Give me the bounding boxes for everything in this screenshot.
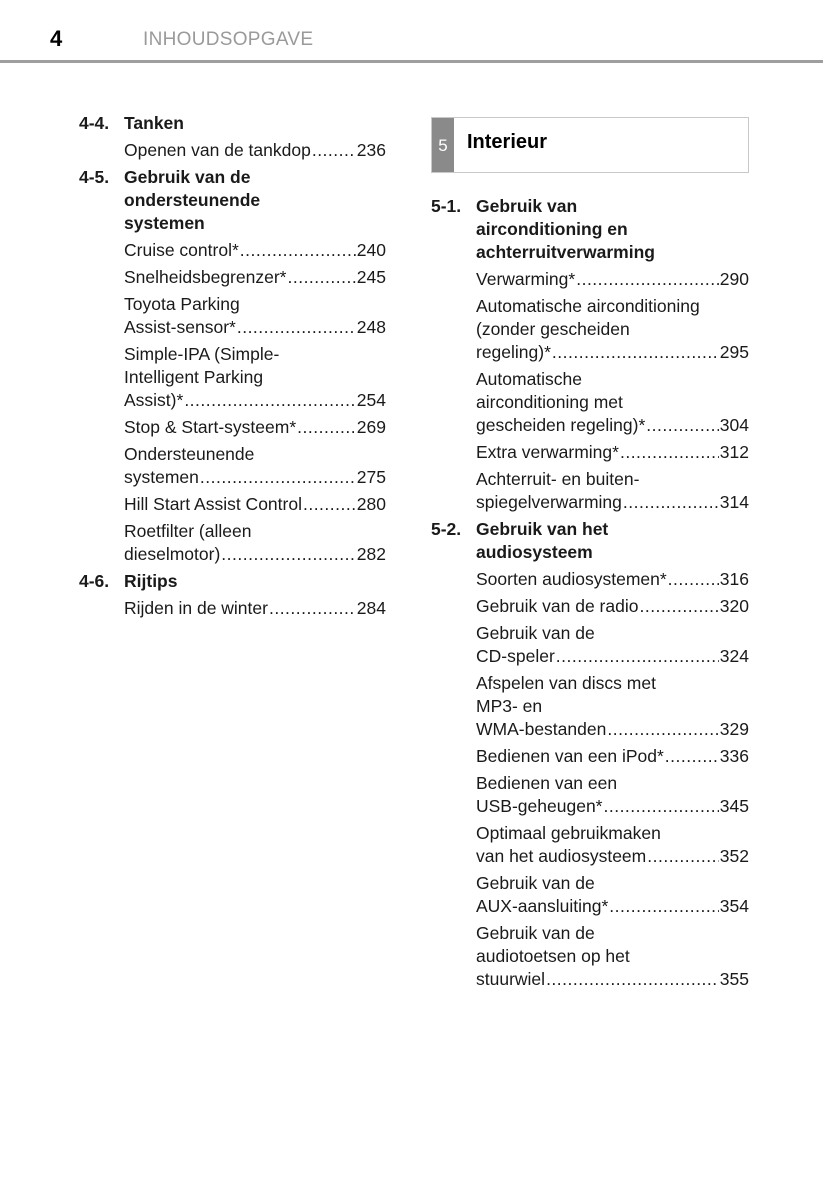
- entry-last-line: [124, 389, 386, 412]
- entry-text: Rijden in de winter: [124, 598, 268, 618]
- entry-text: Extra verwarming*: [476, 442, 619, 462]
- dot-leader: [609, 895, 719, 918]
- entry-text-line: Intelligent Parking: [124, 367, 264, 387]
- entry-last-line: [476, 268, 749, 291]
- entry-text-line: Bedienen van een: [476, 773, 618, 793]
- toc-section: [79, 570, 386, 620]
- toc-entry[interactable]: [124, 239, 386, 262]
- dot-leader: [200, 466, 356, 489]
- entry-text: WMA-bestanden: [476, 719, 607, 739]
- dot-leader: [668, 568, 719, 591]
- page-reference: 336: [719, 746, 749, 766]
- page-reference: 352: [719, 846, 749, 866]
- entry-text-line: Gebruik van de: [476, 623, 595, 643]
- toc-entry[interactable]: [476, 441, 749, 464]
- entry-last-line: [476, 645, 749, 668]
- entry-last-line: [124, 493, 386, 516]
- page-reference: 269: [356, 417, 386, 437]
- entry-last-line: [476, 341, 749, 364]
- header-rule: [0, 60, 823, 63]
- toc-entry[interactable]: [124, 520, 386, 566]
- entry-text-line: Achterruit- en buiten-: [476, 469, 640, 489]
- toc-section: [431, 195, 749, 514]
- entry-text: gescheiden regeling)*: [476, 415, 646, 435]
- section-title-line: achterruitverwarming: [476, 242, 655, 262]
- toc-entry[interactable]: [124, 416, 386, 439]
- dot-leader: [297, 416, 356, 439]
- toc-entry[interactable]: [476, 922, 749, 991]
- page-reference: 355: [719, 969, 749, 989]
- toc-entry[interactable]: [476, 295, 749, 364]
- page-reference: 316: [719, 569, 749, 589]
- entry-text: Verwarming*: [476, 269, 576, 289]
- entry-last-line: [476, 895, 749, 918]
- page-reference: 236: [356, 140, 386, 160]
- entry-text-line: Afspelen van discs met: [476, 673, 656, 693]
- toc-entry[interactable]: [476, 568, 749, 591]
- section-title: [476, 195, 749, 264]
- toc-entry[interactable]: [476, 268, 749, 291]
- entry-text: AUX-aansluiting*: [476, 896, 609, 916]
- page-reference: 284: [356, 598, 386, 618]
- dot-leader: [647, 845, 719, 868]
- entry-text: Cruise control*: [124, 240, 239, 260]
- section-title-line: Gebruik van het: [476, 519, 609, 539]
- dot-leader: [639, 595, 718, 618]
- entry-text: USB-geheugen*: [476, 796, 603, 816]
- toc-entry[interactable]: [476, 822, 749, 868]
- entry-text: systemen: [124, 467, 199, 487]
- entry-text: spiegelverwarming: [476, 492, 622, 512]
- entry-text-line: (zonder gescheiden: [476, 319, 630, 339]
- dot-leader: [221, 543, 356, 566]
- page-reference: 312: [719, 442, 749, 462]
- entry-text-line: Optimaal gebruikmaken: [476, 823, 661, 843]
- toc-entry[interactable]: [476, 622, 749, 668]
- entry-text: CD-speler: [476, 646, 555, 666]
- entry-text: Soorten audiosystemen*: [476, 569, 667, 589]
- dot-leader: [303, 493, 356, 516]
- page-reference: 324: [719, 646, 749, 666]
- section-number: 5-1.: [431, 196, 462, 216]
- section-title: [124, 166, 386, 235]
- entry-text: dieselmotor): [124, 544, 221, 564]
- dot-leader: [546, 968, 719, 991]
- entry-text-line: audiotoetsen op het: [476, 946, 630, 966]
- page-reference: 320: [719, 596, 749, 616]
- entry-text-line: Automatische airconditioning: [476, 296, 700, 316]
- entry-text: Bedienen van een iPod*: [476, 746, 664, 766]
- section-title-line: audiosysteem: [476, 542, 593, 562]
- dot-leader: [184, 389, 355, 412]
- dot-leader: [665, 745, 719, 768]
- page-reference: 275: [356, 467, 386, 487]
- section-number: 4-6.: [79, 571, 110, 591]
- toc-section: [79, 112, 386, 162]
- section-title: [124, 112, 386, 135]
- dot-leader: [576, 268, 719, 291]
- toc-left-column: [79, 112, 386, 624]
- toc-entry[interactable]: [476, 595, 749, 618]
- toc-entry[interactable]: [124, 266, 386, 289]
- dot-leader: [623, 491, 719, 514]
- toc-section: [79, 166, 386, 566]
- entry-text: regeling)*: [476, 342, 551, 362]
- entry-last-line: [124, 139, 386, 162]
- toc-entry[interactable]: [124, 443, 386, 489]
- toc-entry[interactable]: [476, 468, 749, 514]
- toc-entry[interactable]: [124, 493, 386, 516]
- entry-last-line: [476, 441, 749, 464]
- entry-text: Hill Start Assist Control: [124, 494, 302, 514]
- section-title-line: Gebruik van de: [124, 167, 251, 187]
- entry-text-line: Simple-IPA (Simple-: [124, 344, 280, 364]
- section-number: 4-5.: [79, 167, 110, 187]
- section-title-line: Tanken: [124, 113, 184, 133]
- page-reference: 354: [719, 896, 749, 916]
- page-reference: 295: [719, 342, 749, 362]
- dot-leader: [237, 316, 356, 339]
- section-title: [124, 570, 386, 593]
- entry-last-line: [476, 795, 749, 818]
- section-number: 5-2.: [431, 519, 462, 539]
- entry-text-line: airconditioning met: [476, 392, 623, 412]
- entry-text-line: Ondersteunende: [124, 444, 255, 464]
- section-title: [476, 518, 749, 564]
- entry-text: Assist)*: [124, 390, 184, 410]
- section-number: 4-4.: [79, 113, 110, 133]
- entry-last-line: [476, 491, 749, 514]
- toc-entry[interactable]: [124, 597, 386, 620]
- entry-text-line: Roetfilter (alleen: [124, 521, 252, 541]
- dot-leader: [269, 597, 356, 620]
- section-title-line: systemen: [124, 213, 205, 233]
- entry-text-line: Gebruik van de: [476, 873, 595, 893]
- dot-leader: [603, 795, 718, 818]
- toc-entry[interactable]: [476, 872, 749, 918]
- entry-last-line: [124, 266, 386, 289]
- entry-last-line: [476, 568, 749, 591]
- page-reference: 280: [356, 494, 386, 514]
- entry-last-line: [124, 416, 386, 439]
- section-title-line: ondersteunende: [124, 190, 261, 210]
- entry-last-line: [476, 968, 749, 991]
- entry-last-line: [124, 597, 386, 620]
- entry-last-line: [476, 414, 749, 437]
- page-reference: 290: [719, 269, 749, 289]
- dot-leader: [607, 718, 718, 741]
- page-header: [0, 0, 823, 64]
- running-section-title: INHOUDSOPGAVE: [143, 29, 314, 50]
- dot-leader: [620, 441, 719, 464]
- entry-last-line: [476, 595, 749, 618]
- toc-entry[interactable]: [476, 745, 749, 768]
- section-title-line: airconditioning en: [476, 219, 628, 239]
- entry-text-line: Toyota Parking: [124, 294, 240, 314]
- entry-text-line: Gebruik van de: [476, 923, 595, 943]
- dot-leader: [556, 645, 719, 668]
- dot-leader: [312, 139, 356, 162]
- toc-right-column: [431, 117, 749, 995]
- page-reference: 329: [719, 719, 749, 739]
- toc-section: [431, 518, 749, 991]
- page-reference: 345: [719, 796, 749, 816]
- chapter-title: Interieur: [467, 131, 548, 153]
- entry-text: Openen van de tankdop: [124, 140, 311, 160]
- entry-text: Snelheidsbegrenzer*: [124, 267, 287, 287]
- entry-last-line: [124, 466, 386, 489]
- entry-last-line: [476, 718, 749, 741]
- dot-leader: [646, 414, 719, 437]
- page-reference: 240: [356, 240, 386, 260]
- entry-text-line: Automatische: [476, 369, 583, 389]
- entry-text: Stop & Start-systeem*: [124, 417, 297, 437]
- chapter-header-box: [431, 117, 749, 173]
- toc-entry[interactable]: [476, 672, 749, 741]
- toc-entry[interactable]: [124, 343, 386, 412]
- toc-entry[interactable]: [476, 368, 749, 437]
- toc-entry[interactable]: [124, 139, 386, 162]
- toc-entry[interactable]: [124, 293, 386, 339]
- page-reference: 304: [719, 415, 749, 435]
- section-title-line: Gebruik van: [476, 196, 578, 216]
- entry-last-line: [124, 543, 386, 566]
- entry-last-line: [124, 239, 386, 262]
- entry-last-line: [476, 745, 749, 768]
- dot-leader: [552, 341, 719, 364]
- entry-text: Gebruik van de radio: [476, 596, 639, 616]
- page-reference: 254: [356, 390, 386, 410]
- chapter-sections: [431, 195, 749, 991]
- page-reference: 282: [356, 544, 386, 564]
- entry-text: van het audiosysteem: [476, 846, 647, 866]
- page-reference: 314: [719, 492, 749, 512]
- toc-entry[interactable]: [476, 772, 749, 818]
- chapter-number-tab: 5: [432, 118, 454, 172]
- page-reference: 245: [356, 267, 386, 287]
- page-number: 4: [50, 26, 63, 51]
- entry-text-line: MP3- en: [476, 696, 543, 716]
- section-title-line: Rijtips: [124, 571, 178, 591]
- page-reference: 248: [356, 317, 386, 337]
- entry-text: Assist-sensor*: [124, 317, 236, 337]
- entry-last-line: [476, 845, 749, 868]
- dot-leader: [287, 266, 355, 289]
- entry-last-line: [124, 316, 386, 339]
- dot-leader: [240, 239, 356, 262]
- entry-text: stuurwiel: [476, 969, 546, 989]
